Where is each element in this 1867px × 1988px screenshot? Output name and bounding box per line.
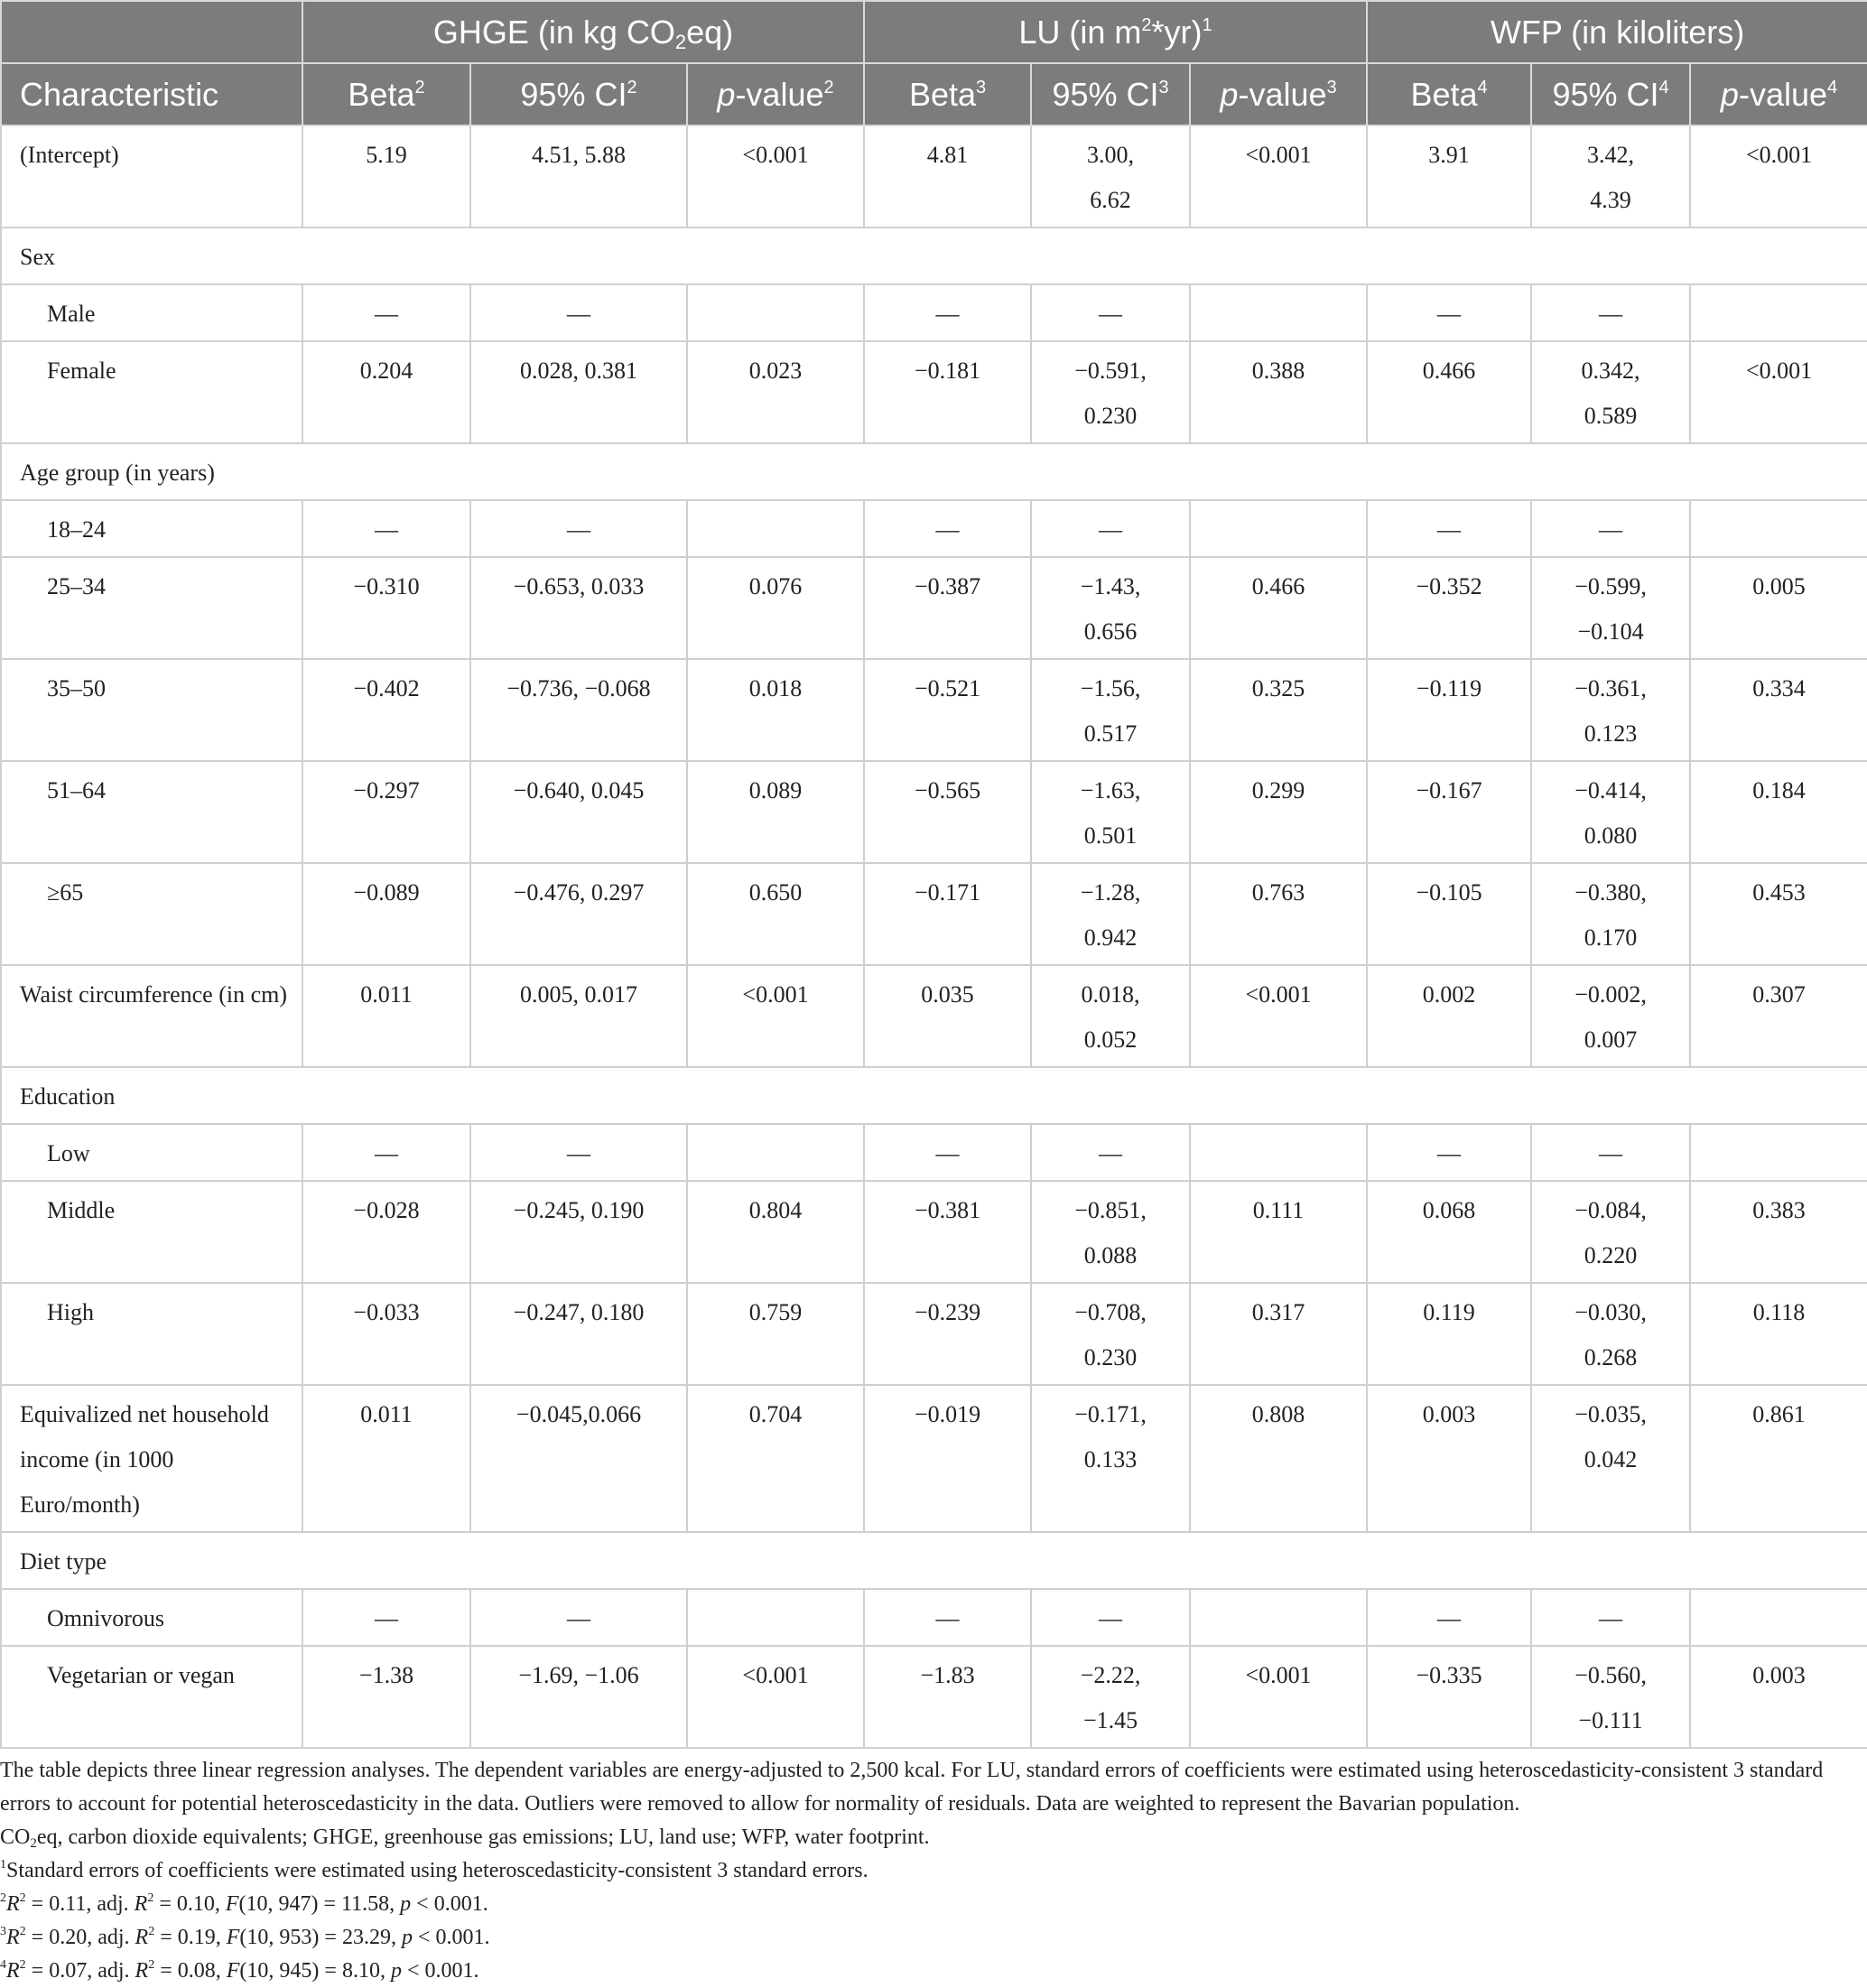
cell-p-ghge: 0.089 [687, 761, 864, 863]
cell-beta-ghge: 0.011 [302, 1385, 470, 1532]
cell-p-wfp: 0.334 [1690, 659, 1867, 761]
cell-p-lu: 0.317 [1190, 1283, 1367, 1385]
cell-ci-ghge: — [470, 284, 687, 341]
cell-beta-lu: — [864, 500, 1031, 557]
cell-p-lu: 0.388 [1190, 341, 1367, 443]
cell-beta-ghge: 0.011 [302, 965, 470, 1067]
group-header-row [1, 1, 1867, 63]
section-heading-row [1, 1532, 1867, 1589]
column-header-beta-ghge: Beta$^2$ [302, 63, 470, 125]
cell-ci-wfp: −0.361, 0.123 [1531, 659, 1690, 761]
cell-p-ghge: <0.001 [687, 1646, 864, 1748]
table-row [1, 557, 1867, 659]
table-row [1, 1589, 1867, 1646]
cell-beta-wfp: 3.91 [1367, 125, 1531, 228]
cell-p-lu: 0.325 [1190, 659, 1367, 761]
cell-p-ghge: 0.018 [687, 659, 864, 761]
group-header-lu: LU (in $m^2*yr)^1$ [864, 1, 1367, 63]
footnote-abbreviations: $CO_2eq$, carbon dioxide equivalents; GHGE, greenhouse gas emissions; LU, land use; WFP, water footprint. [0, 1825, 930, 1851]
table-header [1, 1, 1867, 125]
section-heading-row [1, 228, 1867, 284]
cell-p-lu [1190, 500, 1367, 557]
row-label: 35–50 [1, 659, 302, 761]
cell-p-lu: 0.763 [1190, 863, 1367, 965]
cell-beta-lu: 4.81 [864, 125, 1031, 228]
table-row [1, 1283, 1867, 1385]
cell-p-ghge: 0.704 [687, 1385, 864, 1532]
table-footnotes [0, 1749, 1860, 1988]
cell-beta-wfp: −0.335 [1367, 1646, 1531, 1748]
column-header-p-ghge: p-value$^2$ [687, 63, 864, 125]
cell-beta-lu: 0.035 [864, 965, 1031, 1067]
cell-ci-ghge: — [470, 500, 687, 557]
row-label: Waist circumference (in cm) [1, 965, 302, 1067]
cell-ci-lu: −0.708, 0.230 [1031, 1283, 1190, 1385]
cell-ci-lu: 3.00, 6.62 [1031, 125, 1190, 228]
group-header-ghge: GHGE (in kg $CO_2eq$) [302, 1, 864, 63]
cell-ci-ghge: −0.247, 0.180 [470, 1283, 687, 1385]
cell-beta-lu: −0.381 [864, 1181, 1031, 1283]
cell-ci-ghge: 0.028, 0.381 [470, 341, 687, 443]
cell-p-ghge: <0.001 [687, 125, 864, 228]
cell-ci-wfp: — [1531, 500, 1690, 557]
cell-p-lu [1190, 1124, 1367, 1181]
cell-ci-lu: −1.63, 0.501 [1031, 761, 1190, 863]
table-row [1, 284, 1867, 341]
cell-beta-wfp: −0.119 [1367, 659, 1531, 761]
footnote-3: $^3R^2 = 0.20$, adj. $R^2 = 0.19$, F(10, 953) = 23.29, p < 0.001. [0, 1925, 490, 1949]
cell-beta-ghge: 5.19 [302, 125, 470, 228]
cell-ci-wfp: — [1531, 284, 1690, 341]
column-header-p-lu: p-value$^3$ [1190, 63, 1367, 125]
cell-p-lu [1190, 1589, 1367, 1646]
cell-p-ghge: 0.023 [687, 341, 864, 443]
cell-ci-wfp: −0.380, 0.170 [1531, 863, 1690, 965]
cell-beta-lu: −1.83 [864, 1646, 1031, 1748]
cell-ci-ghge: −0.045,0.066 [470, 1385, 687, 1532]
cell-beta-wfp: 0.002 [1367, 965, 1531, 1067]
cell-p-ghge: 0.759 [687, 1283, 864, 1385]
cell-beta-wfp: — [1367, 1589, 1531, 1646]
cell-ci-wfp: 3.42, 4.39 [1531, 125, 1690, 228]
cell-beta-wfp: — [1367, 1124, 1531, 1181]
column-header-beta-lu: Beta$^3$ [864, 63, 1031, 125]
cell-ci-lu: — [1031, 284, 1190, 341]
table-row [1, 341, 1867, 443]
footnote-1: $^1$Standard errors of coefficients were estimated using heteroscedasticity-consistent 3 standard errors. [0, 1858, 868, 1882]
section-heading-row [1, 443, 1867, 500]
cell-ci-ghge: −0.476, 0.297 [470, 863, 687, 965]
cell-p-lu: 0.466 [1190, 557, 1367, 659]
cell-beta-lu: −0.387 [864, 557, 1031, 659]
cell-beta-wfp: 0.003 [1367, 1385, 1531, 1532]
cell-beta-ghge: — [302, 1124, 470, 1181]
cell-beta-ghge: −0.297 [302, 761, 470, 863]
cell-p-lu: <0.001 [1190, 1646, 1367, 1748]
cell-p-wfp [1690, 284, 1867, 341]
table-row [1, 1646, 1867, 1748]
cell-p-wfp [1690, 500, 1867, 557]
cell-p-ghge: 0.076 [687, 557, 864, 659]
cell-beta-wfp: 0.119 [1367, 1283, 1531, 1385]
cell-p-wfp [1690, 1124, 1867, 1181]
cell-beta-ghge: — [302, 500, 470, 557]
cell-ci-ghge: −0.245, 0.190 [470, 1181, 687, 1283]
cell-ci-ghge: −1.69, −1.06 [470, 1646, 687, 1748]
row-label: Male [1, 284, 302, 341]
row-label: (Intercept) [1, 125, 302, 228]
section-heading-label: Education [1, 1067, 1867, 1124]
cell-beta-lu: — [864, 1124, 1031, 1181]
cell-ci-ghge: — [470, 1589, 687, 1646]
cell-beta-wfp: 0.068 [1367, 1181, 1531, 1283]
cell-beta-ghge: −0.033 [302, 1283, 470, 1385]
row-label: 18–24 [1, 500, 302, 557]
section-heading-row [1, 1067, 1867, 1124]
cell-ci-ghge: — [470, 1124, 687, 1181]
cell-ci-wfp: −0.035, 0.042 [1531, 1385, 1690, 1532]
cell-ci-wfp: — [1531, 1589, 1690, 1646]
cell-p-wfp: 0.003 [1690, 1646, 1867, 1748]
table-row [1, 125, 1867, 228]
header-blank-cell [1, 1, 302, 63]
cell-p-wfp: 0.453 [1690, 863, 1867, 965]
cell-beta-ghge: — [302, 1589, 470, 1646]
cell-ci-ghge: 0.005, 0.017 [470, 965, 687, 1067]
cell-beta-wfp: — [1367, 284, 1531, 341]
cell-ci-wfp: −0.414, 0.080 [1531, 761, 1690, 863]
cell-p-ghge [687, 284, 864, 341]
cell-beta-lu: −0.565 [864, 761, 1031, 863]
column-header-p-wfp: p-value$^4$ [1690, 63, 1867, 125]
row-label: ≥65 [1, 863, 302, 965]
cell-beta-lu: — [864, 284, 1031, 341]
cell-p-wfp: 0.005 [1690, 557, 1867, 659]
column-header-beta-wfp: Beta$^4$ [1367, 63, 1531, 125]
cell-beta-wfp: −0.352 [1367, 557, 1531, 659]
cell-ci-lu: — [1031, 500, 1190, 557]
cell-beta-ghge: −1.38 [302, 1646, 470, 1748]
cell-ci-lu: 0.018, 0.052 [1031, 965, 1190, 1067]
cell-beta-lu: — [864, 1589, 1031, 1646]
group-header-wfp: WFP (in kiloliters) [1367, 1, 1867, 63]
cell-ci-lu: — [1031, 1124, 1190, 1181]
cell-beta-lu: −0.019 [864, 1385, 1031, 1532]
cell-p-wfp [1690, 1589, 1867, 1646]
column-header-row [1, 63, 1867, 125]
cell-p-wfp: <0.001 [1690, 125, 1867, 228]
cell-p-wfp: 0.184 [1690, 761, 1867, 863]
footnote-2: $^2R^2 = 0.11$, adj. $R^2 = 0.10$, F(10, 947) = 11.58, p < 0.001. [0, 1891, 488, 1916]
row-label: Low [1, 1124, 302, 1181]
cell-p-ghge [687, 1124, 864, 1181]
cell-beta-ghge: — [302, 284, 470, 341]
cell-p-ghge [687, 1589, 864, 1646]
cell-beta-wfp: 0.466 [1367, 341, 1531, 443]
cell-p-ghge: 0.650 [687, 863, 864, 965]
table-row [1, 761, 1867, 863]
cell-ci-wfp: — [1531, 1124, 1690, 1181]
cell-beta-ghge: −0.028 [302, 1181, 470, 1283]
column-header-ci-ghge: 95% $CI^2$ [470, 63, 687, 125]
footnote-description: The table depicts three linear regression analyses. The dependent variables are energy-adjusted to 2,500 kcal. For LU, standard errors of coefficients were estimated using heteroscedasticity-consistent 3 standard errors to account for potential heteroscedasticity in the data. Outliers were removed to allow for normality of residuals. Data are weighted to represent the Bavarian population. [0, 1759, 1824, 1816]
cell-p-ghge: 0.804 [687, 1181, 864, 1283]
row-label: 51–64 [1, 761, 302, 863]
column-header-characteristic: Characteristic [1, 63, 302, 125]
section-heading-label: Age group (in years) [1, 443, 1867, 500]
cell-p-wfp: 0.118 [1690, 1283, 1867, 1385]
cell-ci-lu: −1.28, 0.942 [1031, 863, 1190, 965]
row-label: Vegetarian or vegan [1, 1646, 302, 1748]
cell-beta-lu: −0.171 [864, 863, 1031, 965]
cell-p-lu: 0.808 [1190, 1385, 1367, 1532]
cell-ci-ghge: −0.653, 0.033 [470, 557, 687, 659]
table-row [1, 659, 1867, 761]
table-row [1, 500, 1867, 557]
cell-ci-lu: −0.851, 0.088 [1031, 1181, 1190, 1283]
cell-ci-wfp: 0.342, 0.589 [1531, 341, 1690, 443]
row-label: Middle [1, 1181, 302, 1283]
row-label: 25–34 [1, 557, 302, 659]
cell-ci-lu: −0.591, 0.230 [1031, 341, 1190, 443]
cell-ci-wfp: −0.084, 0.220 [1531, 1181, 1690, 1283]
cell-ci-ghge: −0.736, −0.068 [470, 659, 687, 761]
cell-p-ghge [687, 500, 864, 557]
cell-p-wfp: 0.383 [1690, 1181, 1867, 1283]
cell-p-wfp: 0.861 [1690, 1385, 1867, 1532]
table-row [1, 863, 1867, 965]
cell-ci-lu: −1.56, 0.517 [1031, 659, 1190, 761]
cell-ci-ghge: 4.51, 5.88 [470, 125, 687, 228]
cell-ci-lu: −0.171, 0.133 [1031, 1385, 1190, 1532]
section-heading-label: Diet type [1, 1532, 1867, 1589]
table-row [1, 1385, 1867, 1532]
row-label: Equivalized net household income (in 1000 Euro/month) [1, 1385, 302, 1532]
column-header-ci-wfp: 95% $CI^4$ [1531, 63, 1690, 125]
cell-beta-lu: −0.239 [864, 1283, 1031, 1385]
cell-ci-lu: — [1031, 1589, 1190, 1646]
cell-p-lu: <0.001 [1190, 125, 1367, 228]
cell-beta-wfp: — [1367, 500, 1531, 557]
cell-ci-wfp: −0.599, −0.104 [1531, 557, 1690, 659]
cell-beta-lu: −0.181 [864, 341, 1031, 443]
table-row [1, 1181, 1867, 1283]
cell-p-wfp: 0.307 [1690, 965, 1867, 1067]
cell-p-lu [1190, 284, 1367, 341]
cell-beta-lu: −0.521 [864, 659, 1031, 761]
cell-beta-wfp: −0.105 [1367, 863, 1531, 965]
column-header-ci-lu: 95% $CI^3$ [1031, 63, 1190, 125]
cell-p-lu: <0.001 [1190, 965, 1367, 1067]
cell-p-lu: 0.111 [1190, 1181, 1367, 1283]
cell-p-lu: 0.299 [1190, 761, 1367, 863]
table-body [1, 125, 1867, 1748]
cell-ci-lu: −2.22, −1.45 [1031, 1646, 1190, 1748]
cell-beta-ghge: −0.402 [302, 659, 470, 761]
cell-ci-ghge: −0.640, 0.045 [470, 761, 687, 863]
cell-ci-lu: −1.43, 0.656 [1031, 557, 1190, 659]
cell-ci-wfp: −0.002, 0.007 [1531, 965, 1690, 1067]
table-row [1, 1124, 1867, 1181]
cell-ci-wfp: −0.560, −0.111 [1531, 1646, 1690, 1748]
cell-beta-wfp: −0.167 [1367, 761, 1531, 863]
cell-beta-ghge: −0.089 [302, 863, 470, 965]
cell-beta-ghge: 0.204 [302, 341, 470, 443]
row-label: High [1, 1283, 302, 1385]
row-label: Female [1, 341, 302, 443]
cell-ci-wfp: −0.030, 0.268 [1531, 1283, 1690, 1385]
section-heading-label: Sex [1, 228, 1867, 284]
table-row [1, 965, 1867, 1067]
cell-p-wfp: <0.001 [1690, 341, 1867, 443]
cell-beta-ghge: −0.310 [302, 557, 470, 659]
row-label: Omnivorous [1, 1589, 302, 1646]
cell-p-ghge: <0.001 [687, 965, 864, 1067]
footnote-4: $^4R^2 = 0.07$, adj. $R^2 = 0.08$, F(10, 945) = 8.10, p < 0.001. [0, 1958, 479, 1983]
